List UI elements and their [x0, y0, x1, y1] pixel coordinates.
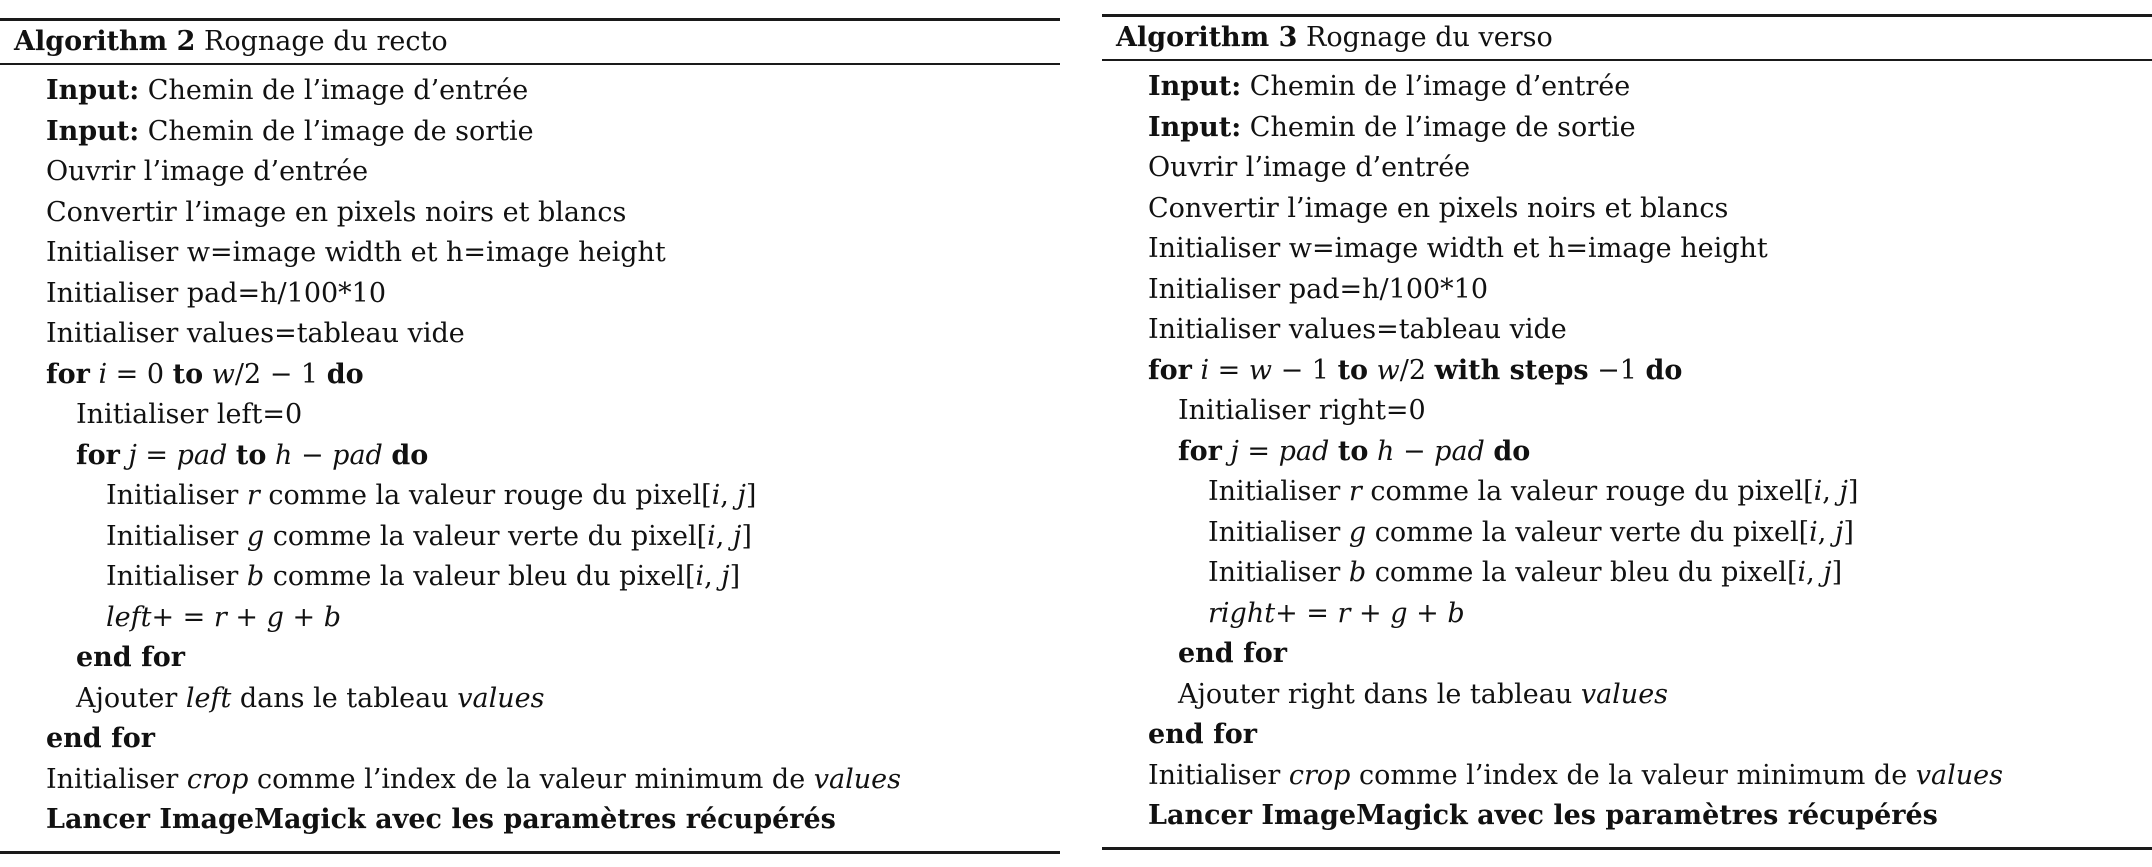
math-text: h [274, 439, 293, 471]
algorithm-2-bottom-rule [0, 851, 1060, 854]
keyword-text: do [326, 358, 364, 390]
math-text: crop [186, 763, 249, 795]
line-text: , [1817, 516, 1835, 548]
line-text: comme la valeur rouge du pixel[ [1361, 476, 1814, 507]
algorithm-3-bottom-rule [1102, 847, 2152, 850]
line-text: = [1238, 435, 1279, 467]
algorithm-3-body [1102, 61, 2152, 837]
keyword-text: Input: [46, 115, 140, 147]
line-text: Initialiser values=tableau vide [46, 318, 465, 349]
keyword-text: for [1148, 354, 1192, 386]
algorithm-2-body [0, 65, 1060, 841]
line-text: Initialiser [106, 561, 247, 592]
line-text: − [1394, 435, 1435, 467]
line-text [1368, 436, 1377, 467]
line-text [266, 440, 275, 471]
line-text: Initialiser [106, 520, 247, 552]
algorithm-line [1102, 553, 2152, 594]
line-text: + = [1275, 597, 1338, 629]
math-text: i [1813, 476, 1823, 507]
line-text: Initialiser left=0 [76, 399, 303, 430]
algorithm-line [1102, 675, 2152, 716]
keyword-text: do [391, 439, 429, 471]
math-text: r [213, 601, 227, 633]
math-text: b [1348, 557, 1367, 588]
line-text: , [1822, 476, 1840, 507]
algorithm-line [0, 760, 1060, 801]
line-text: comme la valeur verte du pixel[ [264, 520, 708, 552]
algorithm-line [1102, 189, 2152, 230]
algorithm-line [1102, 796, 2152, 837]
line-text: comme la valeur rouge du pixel[ [259, 480, 712, 511]
math-text: j [721, 561, 730, 592]
algorithm-3-title: Rognage du verso [1306, 22, 1553, 53]
line-text: /2 − 1 [234, 358, 327, 390]
line-text: /2 [1399, 354, 1435, 386]
math-text: values [1915, 759, 2003, 791]
math-text: g [1348, 516, 1367, 548]
algorithm-line [1102, 715, 2152, 756]
line-text: Ouvrir l’image d’entrée [1148, 152, 1471, 183]
keyword-text: with steps [1434, 354, 1589, 386]
line-text: , [715, 520, 733, 552]
math-text: g [1390, 597, 1408, 629]
line-text: comme la valeur bleu du pixel[ [1366, 557, 1798, 588]
algorithm-line [1102, 391, 2152, 432]
line-text: + [1350, 597, 1391, 629]
keyword-text: Input: [1148, 71, 1242, 102]
algorithm-line [0, 233, 1060, 274]
line-text [1329, 436, 1338, 467]
math-text: j [1230, 435, 1239, 467]
line-text: ] [741, 520, 752, 552]
algorithm-line [0, 395, 1060, 436]
algorithm-line [1102, 634, 2152, 675]
line-text: + [283, 601, 324, 633]
keyword-text: to [1337, 435, 1369, 467]
keyword-text: do [1645, 354, 1683, 386]
line-text: Initialiser pad=h/100*10 [46, 277, 387, 309]
algorithm-line [0, 719, 1060, 760]
math-text: crop [1288, 759, 1351, 791]
math-text: pad [176, 439, 228, 471]
math-text: left [106, 601, 152, 633]
line-text: ] [1843, 516, 1854, 548]
math-text: pad [332, 439, 383, 471]
line-text: − 1 [1272, 354, 1338, 386]
line-text: Ouvrir l’image d’entrée [46, 156, 369, 187]
algorithm-line [1102, 108, 2152, 149]
line-text: ] [729, 561, 741, 592]
math-text: pad [1278, 435, 1330, 467]
math-text: values [813, 763, 901, 795]
algorithm-line [0, 112, 1060, 153]
math-text: h [1376, 435, 1395, 467]
algorithm-line [0, 314, 1060, 355]
keyword-text: for [76, 439, 120, 471]
math-text: r [246, 480, 260, 511]
keyword-text: Input: [46, 75, 140, 106]
keyword-text: to [172, 358, 204, 390]
math-text: i [1200, 354, 1210, 386]
math-text: i [1809, 516, 1818, 548]
math-text: r [1337, 597, 1351, 629]
line-text: ] [745, 480, 757, 511]
algorithm-line [0, 800, 1060, 841]
line-text: Ajouter [76, 682, 186, 714]
line-text: = [1209, 354, 1249, 386]
math-text: b [323, 601, 341, 633]
algorithm-line [0, 355, 1060, 396]
line-text: + [226, 601, 267, 633]
line-text: comme la valeur verte du pixel[ [1366, 516, 1810, 548]
algorithm-line [0, 517, 1060, 558]
keyword-text: end for [1178, 638, 1287, 669]
math-text: g [266, 601, 284, 633]
math-text: w [1376, 354, 1400, 386]
keyword-text: end for [1148, 719, 1257, 750]
keyword-text: for [46, 358, 90, 390]
math-text: left [185, 682, 232, 714]
line-text: Initialiser [1208, 557, 1349, 588]
line-text: , [720, 480, 738, 511]
algorithm-line [0, 679, 1060, 720]
line-text: Convertir l’image en pixels noirs et blancs [1148, 192, 1729, 224]
algorithm-line [0, 638, 1060, 679]
line-text: − [292, 439, 333, 471]
line-text: + [1407, 597, 1448, 629]
math-text: values [1580, 678, 1669, 710]
math-text: j [732, 520, 742, 552]
line-text: Initialiser [1208, 476, 1349, 507]
algorithm-line [1102, 594, 2152, 635]
line-text: Chemin de l’image de sortie [139, 115, 534, 147]
math-text: i [1797, 557, 1807, 588]
line-text: Initialiser right=0 [1178, 395, 1426, 426]
algorithm-line [0, 152, 1060, 193]
line-text: , [704, 561, 722, 592]
math-text: j [128, 439, 137, 471]
line-text: Ajouter right dans le tableau [1178, 678, 1581, 710]
line-text: Initialiser [46, 763, 187, 795]
keyword-text: Lancer ImageMagick avec les paramètres récupérés [46, 804, 836, 835]
math-text: w [1248, 354, 1273, 386]
line-text: Chemin de l’image d’entrée [1241, 71, 1631, 102]
line-text: Chemin de l’image de sortie [1241, 111, 1636, 143]
line-text: Initialiser [106, 480, 247, 511]
algorithm-line [1102, 351, 2152, 392]
algorithm-2-caption [0, 21, 1060, 63]
keyword-text: to [235, 439, 267, 471]
math-text: j [1823, 557, 1832, 588]
algorithm-2-label: Algorithm 2 [14, 26, 196, 57]
algorithm-line [0, 193, 1060, 234]
algorithm-line [1102, 756, 2152, 797]
keyword-text: end for [46, 723, 155, 754]
line-text: −1 [1588, 354, 1646, 386]
algorithm-line [0, 274, 1060, 315]
algorithm-line [0, 598, 1060, 639]
math-text: values [457, 682, 545, 714]
line-text: = [136, 439, 177, 471]
math-text: b [1447, 597, 1465, 629]
math-text: i [707, 520, 716, 552]
line-text: + = [151, 601, 214, 633]
line-text: Initialiser [1148, 759, 1289, 791]
algorithm-line [0, 436, 1060, 477]
math-text: r [1348, 476, 1362, 507]
math-text: pad [1434, 435, 1485, 467]
algorithm-line [1102, 432, 2152, 473]
math-text: i [695, 561, 705, 592]
algorithm-line [1102, 472, 2152, 513]
keyword-text: for [1178, 435, 1222, 467]
algorithm-2-title: Rognage du recto [204, 26, 448, 57]
line-text: = 0 [107, 358, 173, 390]
keyword-text: end for [76, 642, 185, 673]
line-text: Initialiser [1208, 516, 1349, 548]
algorithm-3-label: Algorithm 3 [1116, 22, 1298, 53]
line-text [203, 359, 212, 390]
algorithm-line [1102, 270, 2152, 311]
line-text: comme l’index de la valeur minimum de [1350, 759, 1916, 791]
math-text: j [737, 480, 746, 511]
math-text: g [246, 520, 265, 552]
line-text: Convertir l’image en pixels noirs et blancs [46, 196, 627, 228]
line-text: , [1806, 557, 1824, 588]
math-text: right [1208, 597, 1276, 629]
keyword-text: Input: [1148, 111, 1242, 143]
keyword-text: Lancer ImageMagick avec les paramètres récupérés [1148, 800, 1938, 831]
line-text [227, 440, 236, 471]
algorithm-line [1102, 229, 2152, 270]
line-text: Initialiser values=tableau vide [1148, 314, 1567, 345]
line-text: ] [1831, 557, 1843, 588]
line-text: Initialiser w=image width et h=image height [1148, 233, 1768, 264]
algorithm-2-block [0, 18, 1060, 854]
line-text: Initialiser pad=h/100*10 [1148, 273, 1489, 305]
line-text: Chemin de l’image d’entrée [139, 75, 529, 106]
algorithm-line [0, 476, 1060, 517]
algorithm-line [1102, 67, 2152, 108]
line-text: Initialiser w=image width et h=image height [46, 237, 666, 268]
math-text: i [98, 358, 108, 390]
algorithm-3-caption [1102, 17, 2152, 59]
math-text: b [246, 561, 265, 592]
math-text: w [211, 358, 235, 390]
line-text: dans le tableau [231, 682, 458, 714]
line-text: comme la valeur bleu du pixel[ [264, 561, 696, 592]
math-text: j [1834, 516, 1844, 548]
math-text: j [1839, 476, 1848, 507]
algorithm-3-block [1102, 14, 2152, 850]
line-text [1368, 355, 1377, 386]
keyword-text: do [1493, 435, 1531, 467]
math-text: i [711, 480, 721, 511]
line-text: comme l’index de la valeur minimum de [248, 763, 814, 795]
algorithm-line [0, 557, 1060, 598]
keyword-text: to [1337, 354, 1369, 386]
algorithm-line [1102, 513, 2152, 554]
algorithm-line [1102, 148, 2152, 189]
algorithm-line [1102, 310, 2152, 351]
algorithm-line [0, 71, 1060, 112]
line-text: ] [1847, 476, 1859, 507]
